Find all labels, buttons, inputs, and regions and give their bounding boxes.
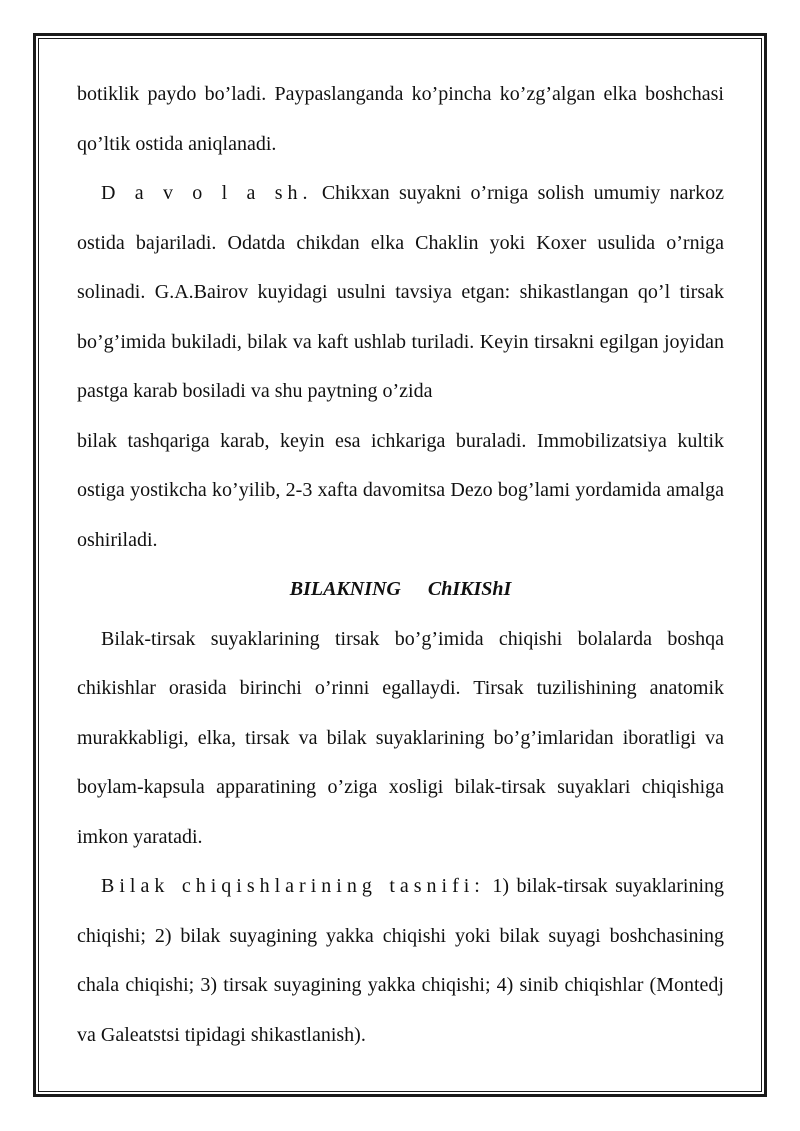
paragraph-5: [77, 862, 724, 1060]
paragraph-2-label: D a v o l a sh.: [101, 182, 313, 204]
paragraph-3: bilak tashqariga karab, keyin esa ichkariga buraladi. Immobilizatsiya kultik ostiga yostikcha ko’yilib, 2-3 xafta davomitsa Dezo bog’lami yordamida amalga oshiriladi.: [77, 429, 724, 551]
document-body: [77, 70, 724, 1060]
paragraph-2: [77, 169, 724, 417]
paragraph-2-text: Chikxan suyakni o’rniga solish umumiy narkoz ostida bajariladi. Odatda chikdan elka Chaklin yoki Koxer usulida o’rniga solinadi. G.A.Bairov kuyidagi usulni tavsiya etgan: shikastlangan qo’l tirsak bo’g’imida bukiladi, bilak va kaft ushlab turiladi. Keyin tirsakni egilgan joyidan pastga karab bosiladi va shu paytning o’zida: [77, 182, 724, 402]
paragraph-5-text: 1) bilak-tirsak suyaklarining chiqishi; 2) bilak suyagining yakka chiqishi yoki bilak suyagi boshchasining chala chiqishi; 3) tirsak suyagining yakka chiqishi; 4) sinib chiqishlar (Montedj va Galeatstsi tipidagi shikastlanish).: [77, 875, 724, 1046]
paragraph-5-label: Bilak chiqishlarining tasnifi:: [101, 875, 485, 897]
paragraph-1: botiklik paydo bo’ladi. Paypaslanganda ko’pincha ko’zg’algan elka boshchasi qo’ltik ostida aniqlanadi.: [77, 83, 724, 155]
section-heading: BILAKNING ChIKIShI: [289, 578, 512, 600]
paragraph-4: Bilak-tirsak suyaklarining tirsak bo’g’imida chiqishi bolalarda boshqa chikishlar orasida birinchi o’rinni egallaydi. Tirsak tuzilishining anatomik murakkabligi, elka, tirsak va bilak suyaklarining bo’g’imlaridan iboratligi va boylam-kapsula apparatining o’ziga xosligi bilak-tirsak suyaklari chiqishiga imkon yaratadi.: [77, 627, 724, 848]
